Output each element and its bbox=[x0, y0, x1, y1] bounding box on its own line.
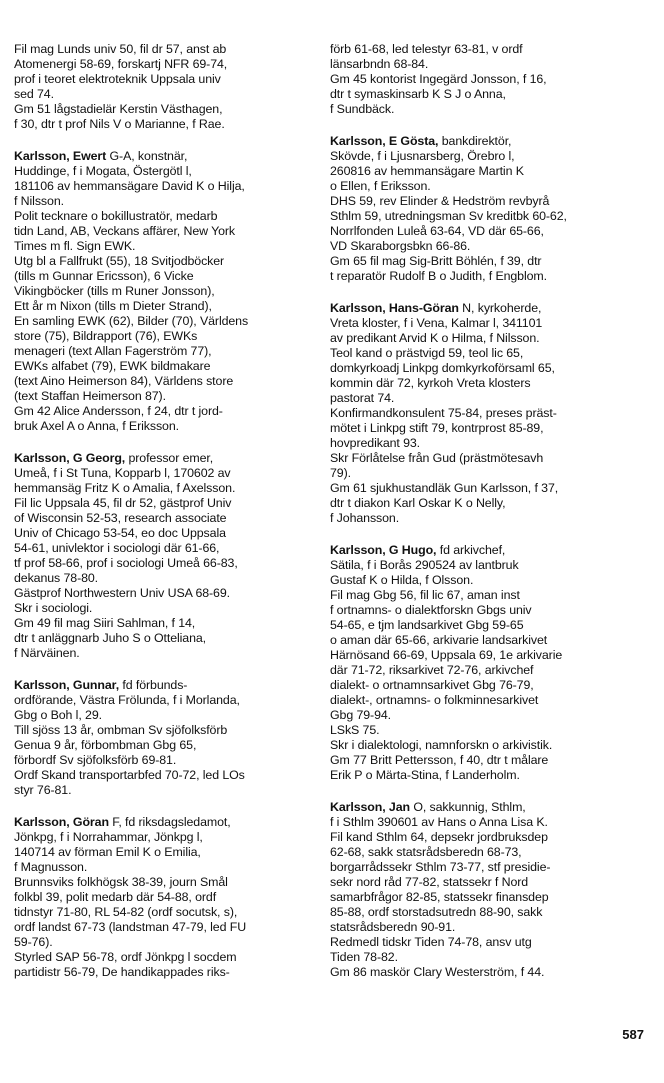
entry-text-line: DHS 59, rev Elinder & Hedström revbyrå bbox=[330, 194, 550, 208]
page-number: 587 bbox=[622, 1027, 644, 1042]
entry-text-line: EWKs alfabet (79), EWK bildmakare bbox=[14, 359, 211, 373]
entry-text-line: 59-76). bbox=[14, 935, 53, 949]
entry-text-line: Gm 65 fil mag Sig-Britt Böhlén, f 39, dtr bbox=[330, 254, 542, 268]
entry-text-line: 54-61, univlektor i sociologi där 61-66, bbox=[14, 541, 220, 555]
entry-text-line: Fil lic Uppsala 45, fil dr 52, gästprof Univ bbox=[14, 496, 232, 510]
entry-text-line: förb 61-68, led telestyr 63-81, v ordf bbox=[330, 42, 523, 56]
entry-text-line: Sthlm 59, utredningsman Sv kreditbk 60-62, bbox=[330, 209, 567, 223]
entry-text-line: Fil mag Gbg 56, fil lic 67, aman inst bbox=[330, 588, 520, 602]
entry-text-line: bruk Axel A o Anna, f Eriksson. bbox=[14, 419, 179, 433]
entry-text-line: där 71-72, riksarkivet 72-76, arkivchef bbox=[330, 663, 534, 677]
entry-text-line: tf prof 58-66, prof i sociologi Umeå 66-83, bbox=[14, 556, 238, 570]
entry-text-line: (text Staffan Heimerson 87). bbox=[14, 389, 166, 403]
entry-given-name: E Gösta, bbox=[385, 134, 439, 148]
entry-text-line: f Magnusson. bbox=[14, 860, 88, 874]
entry-text-line: 181106 av hemmansägare David K o Hilja, bbox=[14, 179, 245, 193]
entry-text-line: 54-65, e tjm landsarkivet Gbg 59-65 bbox=[330, 618, 524, 632]
entry-text-line: Gm 61 sjukhustandläk Gun Karlsson, f 37, bbox=[330, 481, 559, 495]
entry-text-line: dtr t anläggnarb Juho S o Otteliana, bbox=[14, 631, 207, 645]
entry-text-line: 260816 av hemmansägare Martin K bbox=[330, 164, 524, 178]
entry-text-line: ordf landst 67-73 (landstman 47-79, led FU bbox=[14, 920, 247, 934]
entry-text-line: statsrådsberedn 90-91. bbox=[330, 920, 456, 934]
entry-text-line: partidistr 56-79, De handikappades riks- bbox=[14, 965, 230, 979]
entry-text-line: Norrlfonden Luleå 63-64, VD där 65-66, bbox=[330, 224, 544, 238]
biography-entry bbox=[330, 42, 652, 117]
entry-text-line: Genua 9 år, förbombman Gbg 65, bbox=[14, 738, 197, 752]
entry-text-line: Styrled SAP 56-78, ordf Jönkpg l socdem bbox=[14, 950, 237, 964]
entry-text-line: Gm 49 fil mag Siiri Sahlman, f 14, bbox=[14, 616, 196, 630]
biography-entry bbox=[330, 301, 652, 526]
entry-text-line: sekr nord råd 77-82, statssekr f Nord bbox=[330, 875, 529, 889]
entry-text-line: Ordf Skand transportarbfed 70-72, led LOs bbox=[14, 768, 245, 782]
entry-text-line: o aman där 65-66, arkivarie landsarkivet bbox=[330, 633, 548, 647]
entry-text-line: sed 74. bbox=[14, 87, 54, 101]
entry-text-line: Erik P o Märta-Stina, f Landerholm. bbox=[330, 768, 520, 782]
entry-text-line: Univ of Chicago 53-54, eo doc Uppsala bbox=[14, 526, 226, 540]
entry-surname: Karlsson, bbox=[330, 301, 386, 315]
entry-given-name: Ewert bbox=[69, 149, 107, 163]
biography-entry bbox=[14, 451, 314, 661]
entry-text-line: Gm 77 Britt Pettersson, f 40, dtr t målare bbox=[330, 753, 549, 767]
entry-surname: Karlsson, bbox=[14, 451, 70, 465]
entry-text-line: Times m fl. Sign EWK. bbox=[14, 239, 136, 253]
entry-text-line: av predikant Arvid K o Hilma, f Nilsson. bbox=[330, 331, 540, 345]
entry-text-line: dialekt- o ortnamnsarkivet Gbg 76-79, bbox=[330, 678, 534, 692]
entry-text-line: Skr i sociologi. bbox=[14, 601, 93, 615]
entry-text-line: f i Sthlm 390601 av Hans o Anna Lisa K. bbox=[330, 815, 548, 829]
entry-text-line: prof i teoret elektroteknik Uppsala univ bbox=[14, 72, 221, 86]
biography-entry bbox=[330, 543, 652, 783]
entry-given-name: Gunnar, bbox=[69, 678, 120, 692]
entry-text-line: Teol kand o prästvigd 59, teol lic 65, bbox=[330, 346, 524, 360]
entry-text-line: f 30, dtr t prof Nils V o Marianne, f Rae. bbox=[14, 117, 225, 131]
entry-heading bbox=[14, 451, 314, 466]
entry-text-line: hemmansäg Fritz K o Amalia, f Axelsson. bbox=[14, 481, 236, 495]
entry-heading bbox=[14, 149, 314, 164]
entry-heading-rest: fd förbunds- bbox=[119, 678, 188, 692]
entry-text-line: Ett år m Nixon (tills m Dieter Strand), bbox=[14, 299, 212, 313]
entry-text-line: styr 76-81. bbox=[14, 783, 72, 797]
entry-text-line: Redmedl tidskr Tiden 74-78, ansv utg bbox=[330, 935, 532, 949]
entry-text-line: Gm 42 Alice Andersson, f 24, dtr t jord- bbox=[14, 404, 223, 418]
entry-text-line: 140714 av förman Emil K o Emilia, bbox=[14, 845, 201, 859]
entry-heading-rest: O, sakkunnig, Sthlm, bbox=[409, 800, 526, 814]
entry-text-line: Polit tecknare o bokillustratör, medarb bbox=[14, 209, 218, 223]
entry-text-line: Huddinge, f i Mogata, Östergötl l, bbox=[14, 164, 192, 178]
biography-entry bbox=[14, 149, 314, 434]
entry-text-line: tidnstyr 71-80, RL 54-82 (ordf socutsk, s), bbox=[14, 905, 238, 919]
entry-surname: Karlsson, bbox=[14, 678, 70, 692]
entry-text-line: Atomenergi 58-69, forskartj NFR 69-74, bbox=[14, 57, 228, 71]
entry-text-line: VD Skaraborgsbkn 66-86. bbox=[330, 239, 471, 253]
entry-text-line: samarbfrågor 82-85, statssekr finansdep bbox=[330, 890, 549, 904]
entry-text-line: Gbg o Boh l, 29. bbox=[14, 708, 102, 722]
entry-heading bbox=[330, 301, 652, 316]
entry-text-line: dtr t symaskinsarb K S J o Anna, bbox=[330, 87, 506, 101]
entry-text-line: Konfirmandkonsulent 75-84, preses präst- bbox=[330, 406, 557, 420]
entry-text-line: Fil kand Sthlm 64, depsekr jordbruksdep bbox=[330, 830, 548, 844]
entry-text-line: Till sjöss 13 år, ombman Sv sjöfolksförb bbox=[14, 723, 228, 737]
entry-surname: Karlsson, bbox=[14, 815, 70, 829]
entry-heading bbox=[330, 134, 652, 149]
entry-text-line: Fil mag Lunds univ 50, fil dr 57, anst ab bbox=[14, 42, 227, 56]
entry-text-line: ordförande, Västra Frölunda, f i Morlanda, bbox=[14, 693, 240, 707]
entry-text-line: menageri (text Allan Fagerström 77), bbox=[14, 344, 212, 358]
entry-text-line: LSkS 75. bbox=[330, 723, 380, 737]
entry-text-line: (tills m Gunnar Ericsson), 6 Vicke bbox=[14, 269, 194, 283]
entry-surname: Karlsson, bbox=[330, 543, 386, 557]
entry-surname: Karlsson, bbox=[330, 134, 386, 148]
entry-heading bbox=[14, 678, 314, 693]
entry-heading-rest: N, kyrkoherde, bbox=[458, 301, 542, 315]
entry-text-line: mötet i Linkpg stift 79, kontrprost 85-89, bbox=[330, 421, 544, 435]
entry-text-line: En samling EWK (62), Bilder (70), Världens bbox=[14, 314, 249, 328]
entry-text-line: Skr i dialektologi, namnforskn o arkivistik. bbox=[330, 738, 553, 752]
entry-text-line: domkyrkoadj Linkpg domkyrkoförsaml 65, bbox=[330, 361, 555, 375]
entry-text-line: pastorat 74. bbox=[330, 391, 395, 405]
biography-entry bbox=[14, 678, 314, 798]
entry-text-line: (text Aino Heimerson 84), Världens store bbox=[14, 374, 234, 388]
entry-text-line: tidn Land, AB, Veckans affärer, New York bbox=[14, 224, 236, 238]
biography-entry bbox=[330, 800, 652, 980]
biography-entry bbox=[14, 815, 314, 980]
entry-heading-rest: professor emer, bbox=[125, 451, 214, 465]
entry-text-line: borgarrådssekr Sthlm 73-77, stf presidie- bbox=[330, 860, 551, 874]
entry-text-line: f ortnamns- o dialektforskn Gbgs univ bbox=[330, 603, 532, 617]
entry-text-line: 79). bbox=[330, 466, 351, 480]
entry-text-line: Skr Förlåtelse från Gud (prästmötesavh bbox=[330, 451, 544, 465]
entry-text-line: f Johansson. bbox=[330, 511, 400, 525]
entry-text-line: f Nilsson. bbox=[14, 194, 64, 208]
entry-text-line: Vikingböcker (tills m Runer Jonsson), bbox=[14, 284, 215, 298]
entry-text-line: Umeå, f i St Tuna, Kopparb l, 170602 av bbox=[14, 466, 231, 480]
entry-text-line: t reparatör Rudolf B o Judith, f Engblom. bbox=[330, 269, 547, 283]
entry-text-line: Vreta kloster, f i Vena, Kalmar l, 341101 bbox=[330, 316, 543, 330]
entry-text-line: f Närväinen. bbox=[14, 646, 80, 660]
entry-text-line: Gm 45 kontorist Ingegärd Jonsson, f 16, bbox=[330, 72, 547, 86]
entry-text-line: Tiden 78-82. bbox=[330, 950, 398, 964]
entry-heading bbox=[14, 815, 314, 830]
entry-text-line: Gbg 79-94. bbox=[330, 708, 391, 722]
entry-text-line: Gm 86 maskör Clary Westerström, f 44. bbox=[330, 965, 545, 979]
entry-text-line: o Ellen, f Eriksson. bbox=[330, 179, 431, 193]
entry-given-name: G Georg, bbox=[69, 451, 126, 465]
entry-text-line: Gästprof Northwestern Univ USA 68-69. bbox=[14, 586, 230, 600]
biography-entry bbox=[14, 42, 314, 132]
entry-text-line: Utg bl a Fallfrukt (55), 18 Svitjodböcker bbox=[14, 254, 225, 268]
entry-text-line: länsarbndn 68-84. bbox=[330, 57, 429, 71]
entry-text-line: Brunnsviks folkhögsk 38-39, journ Smål bbox=[14, 875, 228, 889]
entry-text-line: kommin där 72, kyrkoh Vreta klosters bbox=[330, 376, 531, 390]
right-column bbox=[330, 42, 652, 997]
entry-text-line: Sätila, f i Borås 290524 av lantbruk bbox=[330, 558, 519, 572]
entry-text-line: Skövde, f i Ljusnarsberg, Örebro l, bbox=[330, 149, 515, 163]
entry-given-name: Jan bbox=[385, 800, 410, 814]
entry-text-line: f Sundbäck. bbox=[330, 102, 395, 116]
entry-text-line: förbordf Sv sjöfolksförb 69-81. bbox=[14, 753, 177, 767]
entry-heading-rest: fd arkivchef, bbox=[436, 543, 506, 557]
entry-given-name: Göran bbox=[69, 815, 109, 829]
biography-entry bbox=[330, 134, 652, 284]
entry-text-line: Gm 51 lågstadielär Kerstin Västhagen, bbox=[14, 102, 223, 116]
entry-text-line: dialekt-, ortnamns- o folkminnesarkivet bbox=[330, 693, 539, 707]
entry-text-line: dekanus 78-80. bbox=[14, 571, 99, 585]
entry-given-name: G Hugo, bbox=[385, 543, 437, 557]
entry-text-line: Gustaf K o Hilda, f Olsson. bbox=[330, 573, 474, 587]
entry-text-line: 85-88, ordf storstadsutredn 88-90, sakk bbox=[330, 905, 543, 919]
entry-text-line: hovpredikant 93. bbox=[330, 436, 421, 450]
entry-text-line: of Wisconsin 52-53, research associate bbox=[14, 511, 227, 525]
entry-text-line: Jönkpg, f i Norrahammar, Jönkpg l, bbox=[14, 830, 203, 844]
entry-heading bbox=[330, 543, 652, 558]
entry-surname: Karlsson, bbox=[14, 149, 70, 163]
entry-text-line: folkbl 39, polit medarb där 54-88, ordf bbox=[14, 890, 217, 904]
entry-heading bbox=[330, 800, 652, 815]
entry-text-line: Härnösand 66-69, Uppsala 69, 1e arkivarie bbox=[330, 648, 563, 662]
entry-text-line: store (75), Bildrapport (76), EWKs bbox=[14, 329, 198, 343]
entry-heading-rest: F, fd riksdagsledamot, bbox=[108, 815, 231, 829]
entry-text-line: dtr t diakon Karl Oskar K o Nelly, bbox=[330, 496, 506, 510]
entry-heading-rest: bankdirektör, bbox=[438, 134, 512, 148]
entry-text-line: 62-68, sakk statsrådsberedn 68-73, bbox=[330, 845, 522, 859]
entry-given-name: Hans-Göran bbox=[385, 301, 459, 315]
entry-heading-rest: G-A, konstnär, bbox=[106, 149, 188, 163]
left-column bbox=[14, 42, 314, 997]
entry-surname: Karlsson, bbox=[330, 800, 386, 814]
